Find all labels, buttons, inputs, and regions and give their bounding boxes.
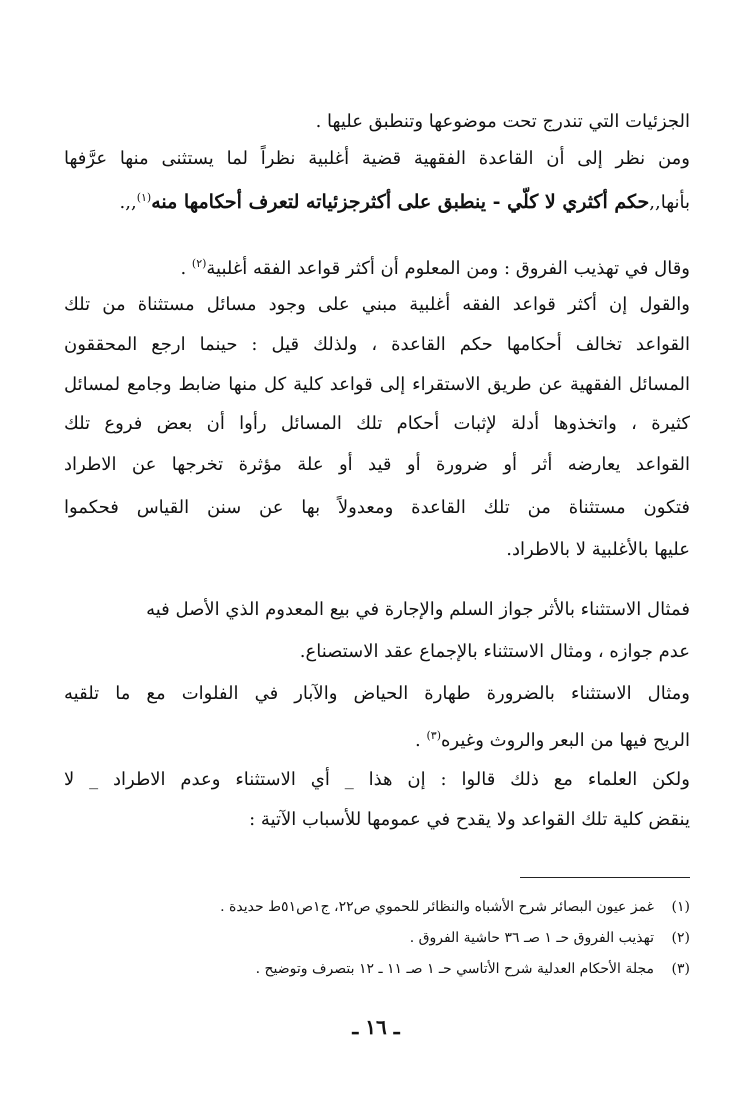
definition-bold: حكم أكثري لا كلّي - ينطبق على أكثرجزئياته لتعرف أحكامها منه xyxy=(151,191,650,213)
text-line-1: الجزئيات التي تندرج تحت موضوعها وتنطبق عليها . xyxy=(315,111,690,132)
text-line-11: عليها بالأغلبية لا بالاطراد. xyxy=(506,539,690,560)
text-line-5: والقول إن أكثر قواعد الفقه أغلبية مبني على وجود مسائل مستثناة من تلك xyxy=(64,294,690,315)
text-line-8: كثيرة ، واتخذوها أدلة لإثبات أحكام تلك المسائل رأوا أن بعض فروع تلك xyxy=(64,413,690,434)
text-line-16: ولكن العلماء مع ذلك قالوا : إن هذا _ أي الاستثناء وعدم الاطراد _ لا xyxy=(64,769,690,790)
text-line-10: فتكون مستثناة من تلك القاعدة ومعدولاً بها عن سنن القياس فحكموا xyxy=(64,497,690,518)
text-line-7: المسائل الفقهية عن طريق الاستقراء إلى قواعد كلية كل منها ضابط وجامع لمسائل xyxy=(64,374,690,395)
text-line-14: ومثال الاستثناء بالضرورة طهارة الحياض والآبار في الفلوات مع ما تلقيه xyxy=(64,683,690,704)
footnote-2: (٢)تهذيب الفروق حـ ١ صـ ٣٦ حاشية الفروق . xyxy=(409,930,690,946)
text-line-9: القواعد يعارضه أثر أو ضرورة أو قيد أو علة مؤثرة تخرجها عن الاطراد xyxy=(64,454,690,475)
footnote-marker-2: (٢) xyxy=(191,257,207,270)
text-line-17: ينقض كلية تلك القواعد ولا يقدح في عمومها للأسباب الآتية : xyxy=(249,809,690,830)
page-number: ـ ١٦ ـ xyxy=(352,1015,400,1039)
footnote-3: (٣)مجلة الأحكام العدلية شرح الأتاسي حـ ١ صـ ١١ ـ ١٢ بتصرف وتوضيح . xyxy=(255,961,690,977)
footnote-marker-3: (٣) xyxy=(426,729,441,742)
footnote-1: (١)غمز عيون البصائر شرح الأشباه والنظائر للحموي ص٢٢، ج١ص٥١ط حديدة . xyxy=(220,899,690,915)
text-line-2: ومن نظر إلى أن القاعدة الفقهية قضية أغلبية نظراً لما يستثنى منها عرَّفها xyxy=(64,148,690,169)
text-line-15: الريح فيها من البعر والروث وغيره$^{(٣)}$ . xyxy=(415,729,690,751)
footnote-divider xyxy=(520,877,690,878)
text-line-13: عدم جوازه ، ومثال الاستثناء بالإجماع عقد الاستصناع. xyxy=(299,641,690,662)
footnote-marker-1: (١) xyxy=(136,191,152,204)
text-line-12: فمثال الاستثناء بالأثر جواز السلم والإجارة في بيع المعدوم الذي الأصل فيه xyxy=(146,599,690,620)
text-line-3: بأنها,,حكم أكثري لا كلّي - ينطبق على أكثرجزئياته لتعرف أحكامها منه$^{(١)}$,,. xyxy=(119,191,690,213)
text-line-4: وقال في تهذيب الفروق : ومن المعلوم أن أكثر قواعد الفقه أغلبية$^{(٢)}$ . xyxy=(180,257,690,279)
text-line-6: القواعد تخالف أحكامها حكم القاعدة ، ولذلك قيل : حينما ارجع المحققون xyxy=(64,334,690,355)
